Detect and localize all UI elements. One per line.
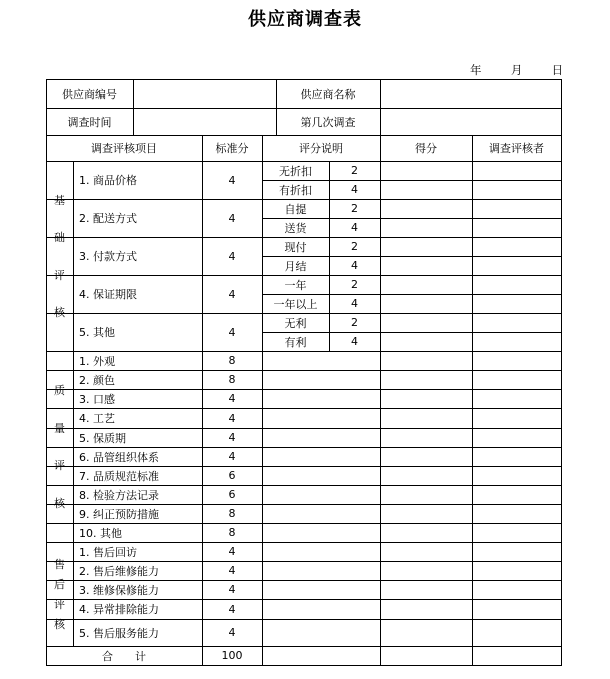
quality-item-std: 8 bbox=[228, 354, 236, 367]
section-char: 核 bbox=[54, 618, 65, 631]
basic-item-std: 4 bbox=[228, 325, 236, 339]
rule-value: 4 bbox=[351, 221, 358, 234]
quality-item-std: 4 bbox=[228, 450, 236, 463]
section-char: 评 bbox=[54, 598, 65, 611]
section-char: 评 bbox=[54, 459, 65, 473]
survey-time-label: 调查时间 bbox=[67, 115, 112, 129]
date-line bbox=[470, 62, 563, 78]
rule-label: 无利 bbox=[284, 316, 307, 330]
table-line bbox=[133, 79, 134, 136]
quality-item-name: 6. 品管组织体系 bbox=[79, 450, 159, 464]
quality-item-std: 8 bbox=[228, 526, 236, 539]
header-explain: 评分说明 bbox=[299, 142, 343, 155]
table-line bbox=[46, 665, 562, 666]
section-basic bbox=[46, 171, 73, 341]
rule-value: 4 bbox=[351, 183, 358, 196]
after-item-name: 3. 维修保修能力 bbox=[79, 583, 159, 597]
quality-item-name: 8. 检验方法记录 bbox=[79, 488, 159, 502]
rule-label: 自提 bbox=[284, 202, 307, 216]
section-char: 基 bbox=[54, 194, 65, 208]
section-char: 后 bbox=[54, 578, 65, 591]
table-line bbox=[380, 79, 381, 136]
quality-item-std: 4 bbox=[228, 411, 236, 425]
basic-item-name: 4. 保证期限 bbox=[79, 288, 137, 301]
basic-item-std: 4 bbox=[228, 249, 236, 263]
header-score: 得分 bbox=[415, 142, 437, 155]
rule-value: 2 bbox=[351, 202, 358, 215]
basic-item-name: 2. 配送方式 bbox=[79, 212, 137, 225]
rule-label: 有折扣 bbox=[279, 183, 312, 197]
survey-count-label: 第几次调查 bbox=[300, 115, 356, 129]
table-line bbox=[561, 79, 562, 136]
page-title: 供应商调查表 bbox=[248, 9, 362, 30]
header-item: 调查评核项目 bbox=[91, 142, 157, 155]
total-label: 合 计 bbox=[102, 649, 146, 663]
quality-item-std: 4 bbox=[228, 431, 236, 444]
quality-item-name: 3. 口感 bbox=[79, 392, 115, 406]
rule-value: 4 bbox=[351, 259, 358, 272]
basic-item-name: 1. 商品价格 bbox=[79, 174, 137, 187]
table-line bbox=[472, 161, 473, 666]
quality-item-name: 1. 外观 bbox=[79, 354, 115, 368]
table-line bbox=[380, 161, 381, 666]
rule-value: 2 bbox=[351, 240, 358, 253]
after-item-std: 4 bbox=[228, 545, 236, 558]
table-line bbox=[561, 135, 562, 162]
basic-item-std: 4 bbox=[228, 173, 236, 187]
quality-item-name: 7. 品质规范标准 bbox=[79, 469, 159, 483]
basic-item-std: 4 bbox=[228, 287, 236, 301]
quality-item-name: 2. 颜色 bbox=[79, 373, 115, 387]
rule-value: 2 bbox=[351, 316, 358, 329]
section-char: 核 bbox=[54, 496, 65, 510]
section-char: 础 bbox=[54, 231, 65, 245]
total-value: 100 bbox=[221, 649, 243, 662]
supplier-no-label: 供应商编号 bbox=[62, 87, 117, 101]
quality-item-std: 6 bbox=[228, 488, 236, 501]
after-item-name: 4. 异常排除能力 bbox=[79, 603, 159, 616]
date-month: 月 bbox=[510, 63, 523, 77]
date-year: 年 bbox=[470, 63, 482, 77]
rule-label: 无折扣 bbox=[279, 164, 312, 178]
rule-value: 2 bbox=[351, 278, 358, 291]
quality-item-name: 9. 纠正预防措施 bbox=[79, 507, 159, 521]
quality-item-name: 10. 其他 bbox=[79, 526, 122, 540]
section-char: 量 bbox=[54, 421, 65, 435]
header-standard: 标准分 bbox=[215, 142, 249, 155]
rule-label: 月结 bbox=[284, 259, 307, 273]
after-item-std: 4 bbox=[228, 602, 236, 616]
rule-label: 送货 bbox=[284, 221, 307, 235]
after-item-name: 1. 售后回访 bbox=[79, 545, 137, 559]
after-item-std: 4 bbox=[228, 583, 236, 596]
date-day: 日 bbox=[551, 63, 564, 77]
rule-value: 4 bbox=[351, 297, 358, 310]
after-item-std: 4 bbox=[228, 564, 236, 577]
after-item-std: 4 bbox=[228, 626, 236, 639]
rule-label: 有利 bbox=[284, 335, 307, 349]
quality-item-std: 8 bbox=[228, 507, 236, 520]
quality-item-std: 6 bbox=[228, 469, 236, 482]
rule-value: 2 bbox=[351, 164, 358, 177]
supplier-name-label: 供应商名称 bbox=[300, 87, 356, 101]
table-line bbox=[262, 351, 562, 352]
section-char: 售 bbox=[54, 558, 65, 571]
quality-item-std: 4 bbox=[228, 392, 236, 405]
basic-item-name: 5. 其他 bbox=[79, 326, 115, 339]
section-quality bbox=[46, 361, 73, 532]
section-char: 评 bbox=[54, 268, 65, 282]
basic-item-name: 3. 付款方式 bbox=[79, 250, 137, 263]
rule-label: 一年以上 bbox=[273, 297, 318, 311]
table-line bbox=[561, 161, 562, 666]
after-item-name: 5. 售后服务能力 bbox=[79, 626, 159, 640]
section-after-sales bbox=[46, 552, 73, 636]
after-item-name: 2. 售后维修能力 bbox=[79, 564, 159, 578]
quality-item-std: 8 bbox=[228, 373, 236, 386]
section-char: 质 bbox=[54, 384, 65, 398]
rule-value: 4 bbox=[351, 335, 358, 348]
rule-label: 一年 bbox=[284, 278, 307, 292]
rule-label: 现付 bbox=[284, 240, 307, 254]
quality-item-name: 4. 工艺 bbox=[79, 412, 115, 425]
quality-item-name: 5. 保质期 bbox=[79, 431, 126, 445]
header-reviewer: 调查评核者 bbox=[489, 142, 544, 155]
basic-item-std: 4 bbox=[228, 211, 236, 225]
section-char: 核 bbox=[54, 305, 65, 319]
